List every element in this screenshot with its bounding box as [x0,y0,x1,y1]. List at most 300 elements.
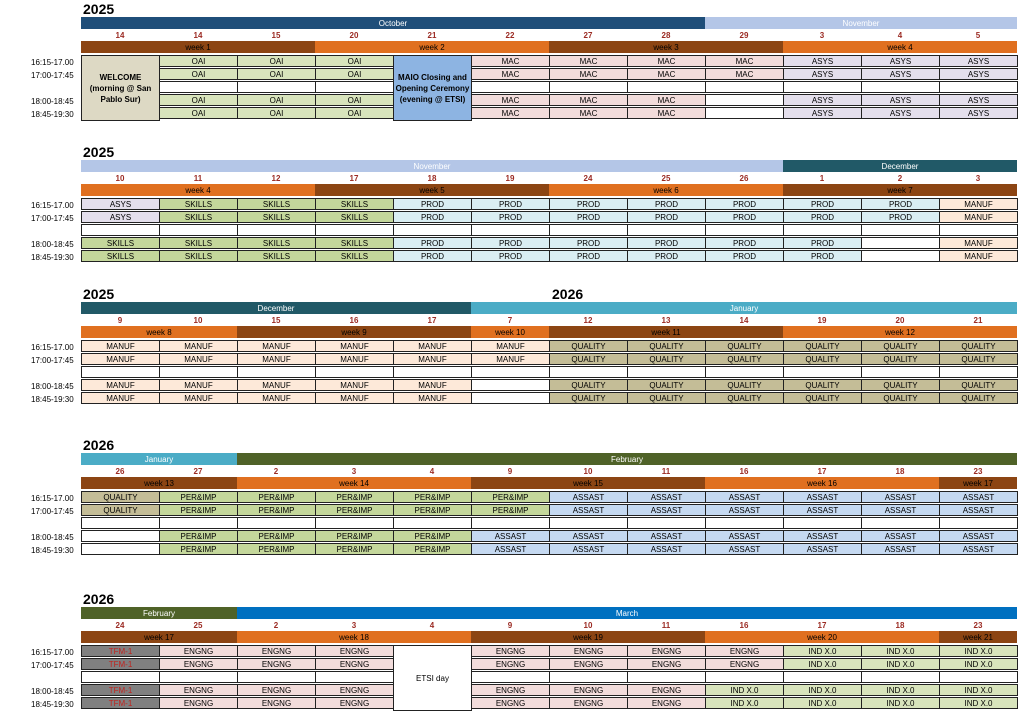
session-cell-per-imp: PER&IMP [315,491,394,503]
day-number: 24 [115,620,125,630]
session-cell-prod: PROD [471,211,550,223]
session-cell-ind-x-0: IND X.0 [783,697,862,709]
session-cell-per-imp: PER&IMP [393,543,472,555]
day-number: 22 [505,30,515,40]
session-cell-mac: MAC [549,68,628,80]
session-cell-prod: PROD [549,198,628,210]
day-number: 29 [739,30,749,40]
day-number: 3 [975,173,981,183]
week-header: week 19 [471,631,705,643]
empty-slot-cell [939,366,1018,378]
session-cell-asys: ASYS [783,68,862,80]
empty-slot-cell [861,671,940,683]
session-cell-mac: MAC [627,107,706,119]
month-header-december: December [81,302,471,314]
session-cell-per-imp: PER&IMP [471,491,550,503]
time-slot-label: 18:00-18:45 [31,382,74,391]
session-cell-prod: PROD [627,250,706,262]
session-cell-engng: ENGNG [315,684,394,696]
session-cell-ind-x-0: IND X.0 [861,684,940,696]
session-cell-prod: PROD [783,250,862,262]
time-slot-label: 16:15-17.00 [31,58,74,67]
day-number: 17 [817,620,827,630]
session-cell-manuf: MANUF [159,392,238,404]
session-cell-prod: PROD [627,211,706,223]
empty-slot-cell [861,237,940,249]
session-cell-quality: QUALITY [783,353,862,365]
session-cell-quality: QUALITY [783,392,862,404]
session-cell-quality: QUALITY [627,340,706,352]
session-cell-ind-x-0: IND X.0 [783,658,862,670]
empty-slot-cell [471,366,550,378]
time-slot-label: 18:45-19:30 [31,253,74,262]
week-header: week 1 [81,41,315,53]
empty-slot-cell [315,517,394,529]
day-number: 3 [819,30,825,40]
session-cell-manuf: MANUF [81,379,160,391]
time-slot-label: 16:15-17.00 [31,343,74,352]
day-number: 19 [817,315,827,325]
empty-slot-cell [783,671,862,683]
schedule-block-3 [0,285,1024,420]
empty-slot-cell [237,671,316,683]
session-cell-prod: PROD [549,237,628,249]
day-number: 3 [351,620,357,630]
empty-slot-cell [783,81,862,93]
session-cell-skills: SKILLS [237,250,316,262]
year-label-second: 2026 [552,286,584,302]
session-cell-manuf: MANUF [471,340,550,352]
empty-slot-cell [627,366,706,378]
session-cell-quality: QUALITY [81,491,160,503]
empty-slot-cell [705,671,784,683]
day-number: 12 [271,173,281,183]
session-cell-engng: ENGNG [549,645,628,657]
session-cell-engng: ENGNG [471,645,550,657]
week-header: week 8 [81,326,237,338]
session-cell-ind-x-0: IND X.0 [861,645,940,657]
empty-slot-cell [549,517,628,529]
empty-slot-cell [237,366,316,378]
year-label: 2025 [83,144,115,160]
session-cell-ind-x-0: IND X.0 [939,684,1018,696]
session-cell-assast: ASSAST [471,530,550,542]
session-cell-prod: PROD [393,250,472,262]
empty-slot-cell [705,224,784,236]
session-cell-prod: PROD [627,237,706,249]
day-number: 10 [193,315,203,325]
session-cell-manuf: MANUF [393,353,472,365]
session-cell-assast: ASSAST [549,504,628,516]
empty-slot-cell [471,392,550,404]
session-cell-per-imp: PER&IMP [393,491,472,503]
empty-slot-cell [861,224,940,236]
session-cell-engng: ENGNG [471,697,550,709]
session-cell-prod: PROD [705,211,784,223]
session-cell-manuf: MANUF [159,379,238,391]
session-cell-quality: QUALITY [705,353,784,365]
day-number: 1 [819,173,825,183]
empty-slot-cell [861,81,940,93]
session-cell-skills: SKILLS [237,237,316,249]
empty-slot-cell [471,517,550,529]
session-cell-quality: QUALITY [627,379,706,391]
day-number: 25 [661,173,671,183]
session-cell-assast: ASSAST [705,530,784,542]
session-cell-manuf: MANUF [81,392,160,404]
session-cell-asys: ASYS [939,55,1018,67]
day-number: 13 [661,315,671,325]
session-cell-quality: QUALITY [549,379,628,391]
empty-slot-cell [705,517,784,529]
day-number: 10 [583,466,593,476]
week-header: week 21 [939,631,1017,643]
session-cell-manuf: MANUF [939,211,1018,223]
session-cell-engng: ENGNG [627,645,706,657]
session-cell-ind-x-0: IND X.0 [861,658,940,670]
schedule-block-1 [0,0,1024,135]
session-cell-oai: OAI [315,68,394,80]
session-cell-assast: ASSAST [783,530,862,542]
day-number: 14 [115,30,125,40]
session-cell-manuf: MANUF [237,379,316,391]
session-cell-quality: QUALITY [783,340,862,352]
session-cell-manuf: MANUF [939,198,1018,210]
year-label: 2025 [83,1,115,17]
session-cell-manuf: MANUF [315,379,394,391]
session-cell-mac: MAC [549,55,628,67]
session-cell-quality: QUALITY [81,504,160,516]
day-number: 16 [739,620,749,630]
session-cell-prod: PROD [393,211,472,223]
session-cell-engng: ENGNG [705,645,784,657]
day-number: 14 [739,315,749,325]
session-cell-assast: ASSAST [939,543,1018,555]
month-header-november: November [705,17,1017,29]
day-number: 9 [117,315,123,325]
empty-slot-cell [237,517,316,529]
session-cell-oai: OAI [237,68,316,80]
session-cell-quality: QUALITY [705,379,784,391]
week-header: week 5 [315,184,549,196]
session-cell-ind-x-0: IND X.0 [939,645,1018,657]
empty-slot-cell [159,671,238,683]
session-cell-assast: ASSAST [939,530,1018,542]
session-cell-manuf: MANUF [315,340,394,352]
week-header: week 12 [783,326,1017,338]
session-cell-quality: QUALITY [861,340,940,352]
session-cell-quality: QUALITY [939,353,1018,365]
session-cell-engng: ENGNG [237,645,316,657]
empty-slot-cell [705,81,784,93]
day-number: 2 [897,173,903,183]
week-header: week 6 [549,184,783,196]
session-cell-per-imp: PER&IMP [315,504,394,516]
empty-slot-cell [471,224,550,236]
day-number: 18 [895,620,905,630]
empty-slot-cell [783,366,862,378]
session-cell-engng: ENGNG [159,697,238,709]
time-slot-label: 17:00-17:45 [31,356,74,365]
session-cell-asys: ASYS [861,107,940,119]
session-cell-asys: ASYS [783,107,862,119]
session-cell-engng: ENGNG [237,697,316,709]
session-cell-etsi-day: ETSI day [393,645,472,711]
session-cell-quality: QUALITY [783,379,862,391]
week-header: week 17 [939,477,1017,489]
week-header: week 4 [783,41,1017,53]
day-number: 26 [115,466,125,476]
calendar-grid [81,607,1017,710]
session-cell-mac: MAC [549,107,628,119]
session-cell-prod: PROD [471,250,550,262]
week-header: week 14 [237,477,471,489]
empty-slot-cell [81,224,160,236]
time-slot-label: 17:00-17:45 [31,661,74,670]
session-cell-tfm-1: TFM-1 [81,697,160,709]
week-header: week 20 [705,631,939,643]
day-number: 16 [739,466,749,476]
session-cell-mac: MAC [627,94,706,106]
empty-slot-cell [471,81,550,93]
week-header: week 2 [315,41,549,53]
empty-slot-cell [549,81,628,93]
session-cell-per-imp: PER&IMP [159,530,238,542]
session-cell-tfm-1: TFM-1 [81,645,160,657]
day-number: 7 [507,315,513,325]
calendar-grid [81,453,1017,556]
session-cell-oai: OAI [315,107,394,119]
session-cell-engng: ENGNG [159,684,238,696]
empty-slot-cell [705,366,784,378]
session-cell-asys: ASYS [861,94,940,106]
month-header-february: February [81,607,237,619]
session-cell-quality: QUALITY [861,392,940,404]
session-cell-ind-x-0: IND X.0 [939,658,1018,670]
session-cell-assast: ASSAST [939,504,1018,516]
month-header-january: January [471,302,1017,314]
empty-slot-cell [393,366,472,378]
day-number: 10 [115,173,125,183]
session-rows [81,340,1017,405]
empty-slot-cell [315,366,394,378]
schedule-block-5 [0,590,1024,725]
time-slot-label: 18:45-19:30 [31,110,74,119]
session-cell-oai: OAI [315,55,394,67]
day-number: 15 [271,315,281,325]
week-header: week 10 [471,326,549,338]
schedule-block-2 [0,143,1024,278]
week-header: week 7 [783,184,1017,196]
session-cell-per-imp: PER&IMP [393,504,472,516]
day-number: 11 [661,620,671,630]
session-cell-mac: MAC [471,107,550,119]
empty-slot-cell [159,224,238,236]
session-cell-mac: MAC [705,55,784,67]
session-cell-oai: OAI [159,94,238,106]
session-rows [81,491,1017,556]
session-cell-manuf: MANUF [81,340,160,352]
day-number: 11 [661,466,671,476]
session-cell-engng: ENGNG [315,697,394,709]
week-header: week 13 [81,477,237,489]
time-slot-label: 18:45-19:30 [31,700,74,709]
month-header-february: February [237,453,1017,465]
day-number: 9 [507,620,513,630]
session-cell-assast: ASSAST [627,504,706,516]
session-cell-per-imp: PER&IMP [393,530,472,542]
empty-slot-cell [81,543,160,555]
session-cell-quality: QUALITY [861,353,940,365]
session-cell-engng: ENGNG [627,684,706,696]
session-cell-manuf: MANUF [81,353,160,365]
session-cell-engng: ENGNG [315,658,394,670]
empty-slot-cell [783,224,862,236]
empty-slot-cell [81,671,160,683]
day-number: 25 [193,620,203,630]
day-number: 4 [429,466,435,476]
empty-slot-cell [471,671,550,683]
empty-slot-cell [861,250,940,262]
session-cell-asys: ASYS [81,211,160,223]
session-cell-per-imp: PER&IMP [315,543,394,555]
week-header: week 18 [237,631,471,643]
session-cell-manuf: MANUF [939,250,1018,262]
empty-slot-cell [393,224,472,236]
session-cell-skills: SKILLS [237,198,316,210]
week-header: week 3 [549,41,783,53]
session-cell-assast: ASSAST [705,504,784,516]
day-number: 27 [193,466,203,476]
empty-slot-cell [159,517,238,529]
year-label: 2026 [83,591,115,607]
time-slot-label: 18:00-18:45 [31,240,74,249]
day-number: 21 [427,30,437,40]
time-slot-label: 17:00-17:45 [31,214,74,223]
session-cell-quality: QUALITY [627,392,706,404]
day-number: 24 [583,173,593,183]
session-cell-prod: PROD [783,198,862,210]
session-cell-prod: PROD [471,198,550,210]
schedule-block-4 [0,436,1024,571]
session-cell-oai: OAI [237,55,316,67]
month-header-december: December [783,160,1017,172]
session-cell-assast: ASSAST [783,491,862,503]
session-cell-per-imp: PER&IMP [471,504,550,516]
session-cell-prod: PROD [861,198,940,210]
day-number: 17 [427,315,437,325]
session-cell-assast: ASSAST [861,530,940,542]
day-number: 9 [507,466,513,476]
session-cell-quality: QUALITY [549,340,628,352]
empty-slot-cell [627,671,706,683]
empty-slot-cell [393,517,472,529]
empty-slot-cell [81,366,160,378]
session-cell-skills: SKILLS [159,198,238,210]
session-cell-per-imp: PER&IMP [237,530,316,542]
day-number: 18 [895,466,905,476]
session-cell-oai: OAI [159,68,238,80]
session-cell-per-imp: PER&IMP [159,504,238,516]
session-cell-skills: SKILLS [159,211,238,223]
session-cell-assast: ASSAST [861,543,940,555]
week-header: week 15 [471,477,705,489]
session-cell-prod: PROD [705,198,784,210]
day-number: 14 [193,30,203,40]
empty-slot-cell [939,224,1018,236]
session-rows [81,645,1017,710]
day-number: 23 [973,620,983,630]
session-cell-per-imp: PER&IMP [159,543,238,555]
session-cell-per-imp: PER&IMP [237,491,316,503]
empty-slot-cell [705,94,784,106]
day-number: 4 [897,30,903,40]
session-cell-ind-x-0: IND X.0 [783,684,862,696]
day-number: 5 [975,30,981,40]
empty-slot-cell [939,81,1018,93]
session-cell-prod: PROD [705,250,784,262]
day-number: 17 [349,173,359,183]
empty-slot-cell [159,366,238,378]
time-slot-label: 16:15-17.00 [31,494,74,503]
session-cell-prod: PROD [549,250,628,262]
session-cell-prod: PROD [861,211,940,223]
session-cell-prod: PROD [627,198,706,210]
time-slot-label: 18:45-19:30 [31,395,74,404]
session-cell-engng: ENGNG [315,645,394,657]
session-cell-manuf: MANUF [237,392,316,404]
session-cell-ind-x-0: IND X.0 [783,645,862,657]
session-cell-assast: ASSAST [549,491,628,503]
session-cell-manuf: MANUF [471,353,550,365]
session-cell-engng: ENGNG [705,658,784,670]
session-cell-manuf: MANUF [237,340,316,352]
day-number: 28 [661,30,671,40]
session-cell-manuf: MANUF [393,379,472,391]
empty-slot-cell [861,517,940,529]
week-header: week 4 [81,184,315,196]
session-cell-engng: ENGNG [627,697,706,709]
session-cell-quality: QUALITY [861,379,940,391]
empty-slot-cell [861,366,940,378]
session-cell-engng: ENGNG [237,658,316,670]
empty-slot-cell [237,224,316,236]
week-header: week 11 [549,326,783,338]
session-cell-oai: OAI [315,94,394,106]
session-cell-asys: ASYS [861,55,940,67]
session-cell-assast: ASSAST [471,543,550,555]
session-cell-asys: ASYS [861,68,940,80]
session-cell-quality: QUALITY [705,340,784,352]
day-number: 20 [895,315,905,325]
session-cell-engng: ENGNG [549,697,628,709]
session-cell-assast: ASSAST [939,491,1018,503]
time-slot-label: 18:00-18:45 [31,687,74,696]
session-rows [81,198,1017,263]
month-header-march: March [237,607,1017,619]
day-number: 2 [273,620,279,630]
session-cell-mac: MAC [627,55,706,67]
session-cell-quality: QUALITY [549,353,628,365]
time-slot-label: 16:15-17.00 [31,648,74,657]
empty-slot-cell [315,671,394,683]
calendar-grid [81,17,1017,120]
session-cell-quality: QUALITY [627,353,706,365]
session-cell-asys: ASYS [81,198,160,210]
session-cell-per-imp: PER&IMP [237,504,316,516]
empty-slot-cell [783,517,862,529]
session-cell-skills: SKILLS [315,198,394,210]
